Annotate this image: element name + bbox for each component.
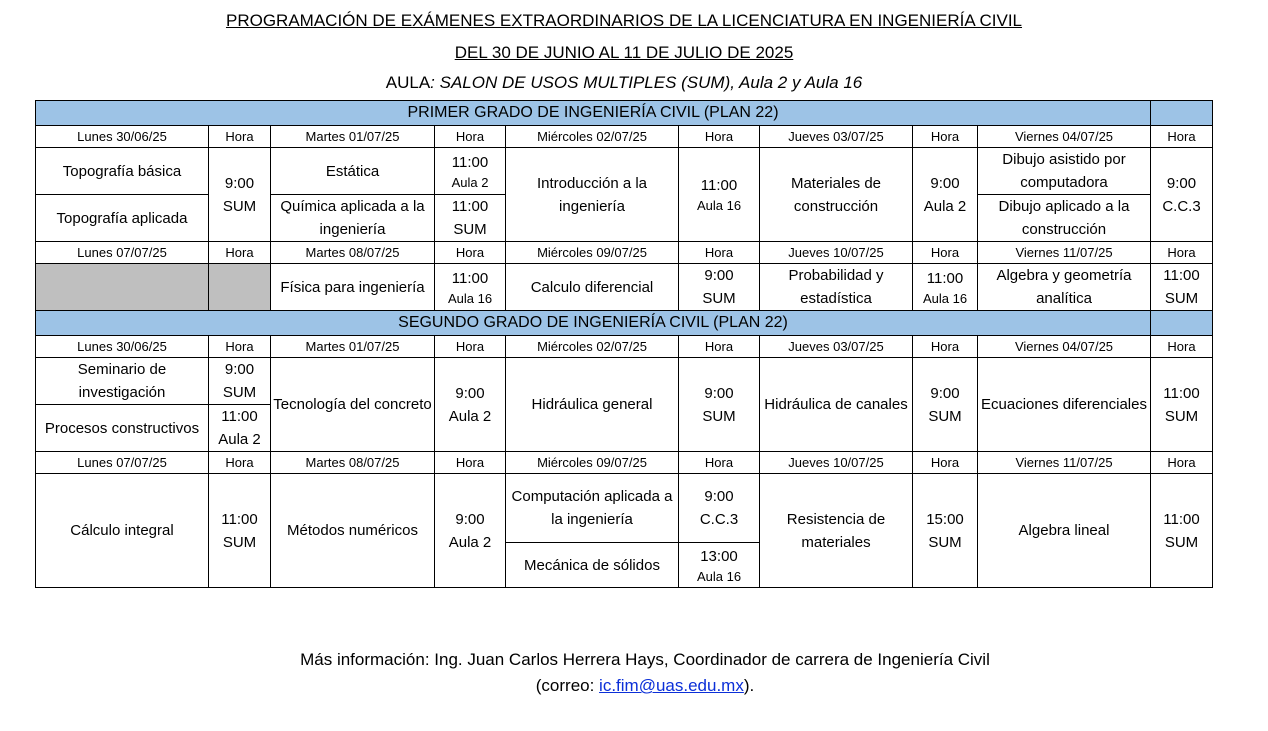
- section-header-primer: [36, 101, 1213, 126]
- day-header: Jueves 10/07/25: [760, 452, 913, 474]
- day-header: Miércoles 09/07/25: [506, 452, 679, 474]
- empty-cell: [36, 264, 209, 311]
- day-header: Lunes 07/07/25: [36, 452, 209, 474]
- time-cell: 9:00 SUM: [679, 264, 760, 311]
- subject-cell: Algebra lineal: [978, 474, 1151, 588]
- hora-header: Hora: [1151, 336, 1213, 358]
- subject-cell: Resistencia de materiales: [760, 474, 913, 588]
- section-title: PRIMER GRADO DE INGENIERÍA CIVIL (PLAN 22): [36, 101, 1151, 126]
- hora-header: Hora: [913, 452, 978, 474]
- time-cell: 15:00 SUM: [913, 474, 978, 588]
- day-header: Jueves 10/07/25: [760, 242, 913, 264]
- subject-cell: Física para ingeniería: [271, 264, 435, 311]
- hora-header: Hora: [1151, 242, 1213, 264]
- subject-cell: Química aplicada a la ingeniería: [271, 195, 435, 242]
- hora-header: Hora: [913, 242, 978, 264]
- time-cell: 13:00 Aula 16: [679, 543, 760, 588]
- subject-cell: Tecnología del concreto: [271, 358, 435, 452]
- subject-cell: Probabilidad y estadística: [760, 264, 913, 311]
- time-cell: 9:00 Aula 2: [913, 148, 978, 242]
- subject-cell: Introducción a la ingeniería: [506, 148, 679, 242]
- hora-header: Hora: [435, 452, 506, 474]
- time-cell: 9:00 SUM: [913, 358, 978, 452]
- subject-cell: Topografía básica: [36, 148, 209, 195]
- section-title: SEGUNDO GRADO DE INGENIERÍA CIVIL (PLAN 22): [36, 311, 1151, 336]
- day-header: Lunes 30/06/25: [36, 126, 209, 148]
- hora-header: Hora: [209, 242, 271, 264]
- hora-header: Hora: [913, 336, 978, 358]
- hora-header: Hora: [679, 452, 760, 474]
- day-header-row: [36, 452, 1213, 474]
- hora-header: Hora: [435, 336, 506, 358]
- exam-row: [36, 358, 1213, 405]
- aula-line: [0, 73, 1248, 93]
- empty-cell: [209, 264, 271, 311]
- subject-cell: Procesos constructivos: [36, 405, 209, 452]
- subject-cell: Topografía aplicada: [36, 195, 209, 242]
- day-header: Viernes 11/07/25: [978, 452, 1151, 474]
- subject-cell: Algebra y geometría analítica: [978, 264, 1151, 311]
- exam-row: [36, 264, 1213, 311]
- date-range: DEL 30 DE JUNIO AL 11 DE JULIO DE 2025: [454, 43, 794, 62]
- time-cell: 11:00 Aula 2: [209, 405, 271, 452]
- day-header: Jueves 03/07/25: [760, 336, 913, 358]
- subject-cell: Estática: [271, 148, 435, 195]
- exam-schedule-table: [35, 100, 1213, 588]
- hora-header: Hora: [1151, 452, 1213, 474]
- hora-header: Hora: [435, 242, 506, 264]
- time-cell: 9:00 Aula 2: [435, 358, 506, 452]
- time-cell: 9:00 Aula 2: [435, 474, 506, 588]
- exam-row: [36, 474, 1213, 543]
- section-blank-cell: [1151, 311, 1213, 336]
- hora-header: Hora: [913, 126, 978, 148]
- day-header: Miércoles 09/07/25: [506, 242, 679, 264]
- day-header-row: [36, 242, 1213, 264]
- hora-header: Hora: [679, 242, 760, 264]
- subject-cell: Calculo diferencial: [506, 264, 679, 311]
- day-header: Jueves 03/07/25: [760, 126, 913, 148]
- subject-cell: Métodos numéricos: [271, 474, 435, 588]
- hora-header: Hora: [679, 126, 760, 148]
- day-header: Viernes 04/07/25: [978, 336, 1151, 358]
- time-cell: 9:00 C.C.3: [1151, 148, 1213, 242]
- hora-header: Hora: [209, 336, 271, 358]
- time-cell: 11:00 Aula 16: [435, 264, 506, 311]
- subject-cell: Seminario de investigación: [36, 358, 209, 405]
- day-header: Martes 08/07/25: [271, 452, 435, 474]
- time-cell: 11:00 SUM: [1151, 358, 1213, 452]
- time-cell: 9:00 C.C.3: [679, 474, 760, 543]
- day-header: Viernes 04/07/25: [978, 126, 1151, 148]
- time-cell: 11:00 SUM: [1151, 264, 1213, 311]
- day-header: Viernes 11/07/25: [978, 242, 1151, 264]
- subject-cell: Hidráulica general: [506, 358, 679, 452]
- document-title: PROGRAMACIÓN DE EXÁMENES EXTRAORDINARIOS DE LA LICENCIATURA EN INGENIERÍA CIVIL: [225, 11, 1023, 30]
- subject-cell: Dibujo asistido por computadora: [978, 148, 1151, 195]
- section-header-segundo: [36, 311, 1213, 336]
- subject-cell: Computación aplicada a la ingeniería: [506, 474, 679, 543]
- time-cell: 11:00 SUM: [1151, 474, 1213, 588]
- time-cell: 11:00 Aula 16: [679, 148, 760, 242]
- time-cell: 9:00 SUM: [209, 148, 271, 242]
- time-cell: 9:00 SUM: [679, 358, 760, 452]
- footer-contact: (correo: ic.fim@uas.edu.mx).: [535, 676, 755, 695]
- footer-info: Más información: Ing. Juan Carlos Herrera Hays, Coordinador de carrera de Ingeniería Civil: [300, 650, 990, 669]
- email-link[interactable]: ic.fim@uas.edu.mx: [599, 676, 744, 695]
- time-cell: 11:00 Aula 16: [913, 264, 978, 311]
- time-cell: 11:00 SUM: [209, 474, 271, 588]
- hora-header: Hora: [209, 126, 271, 148]
- aula-value: : SALON DE USOS MULTIPLES (SUM), Aula 2 y Aula 16: [430, 73, 863, 92]
- hora-header: Hora: [209, 452, 271, 474]
- day-header: Martes 01/07/25: [271, 336, 435, 358]
- day-header: Martes 01/07/25: [271, 126, 435, 148]
- day-header: Martes 08/07/25: [271, 242, 435, 264]
- time-cell: 11:00 Aula 2: [435, 148, 506, 195]
- subject-cell: Ecuaciones diferenciales: [978, 358, 1151, 452]
- exam-row: [36, 148, 1213, 195]
- section-blank-cell: [1151, 101, 1213, 126]
- day-header-row: [36, 126, 1213, 148]
- subject-cell: Cálculo integral: [36, 474, 209, 588]
- time-cell: 9:00 SUM: [209, 358, 271, 405]
- day-header: Lunes 07/07/25: [36, 242, 209, 264]
- time-cell: 11:00 SUM: [435, 195, 506, 242]
- subject-cell: Hidráulica de canales: [760, 358, 913, 452]
- hora-header: Hora: [679, 336, 760, 358]
- subject-cell: Materiales de construcción: [760, 148, 913, 242]
- day-header: Miércoles 02/07/25: [506, 126, 679, 148]
- subject-cell: Dibujo aplicado a la construcción: [978, 195, 1151, 242]
- hora-header: Hora: [1151, 126, 1213, 148]
- aula-label: AULA: [385, 73, 431, 92]
- day-header: Lunes 30/06/25: [36, 336, 209, 358]
- hora-header: Hora: [435, 126, 506, 148]
- subject-cell: Mecánica de sólidos: [506, 543, 679, 588]
- day-header: Miércoles 02/07/25: [506, 336, 679, 358]
- day-header-row: [36, 336, 1213, 358]
